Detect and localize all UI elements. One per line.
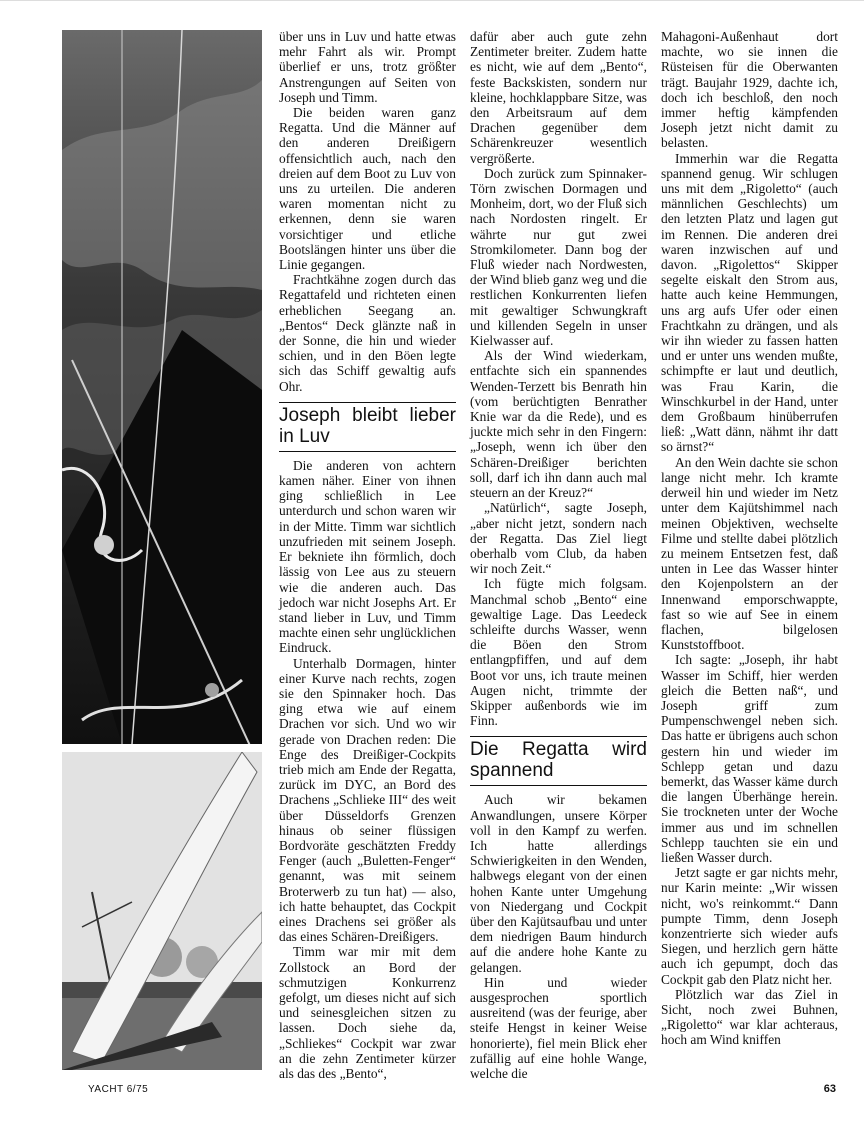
section-heading-box	[470, 736, 647, 786]
paragraph: über uns in Luv und hatte etwas mehr Fahrt als wir. Prompt überlief er uns, trotz größter Anstrengungen auf Seiten von Joseph und Timm.	[279, 29, 456, 105]
paragraph: Frachtkähne zogen durch das Regattafeld und richteten einen erheblichen Seegang an. „Bentos“ Deck glänzte naß in der Sonne, die hin und wieder schien, und in den Böen legte sich das Schiff gewaltig aufs Ohr.	[279, 272, 456, 394]
section-heading: Joseph bleibt lieber in Luv	[279, 404, 456, 447]
paragraph: Als der Wind wiederkam, entfachte sich ein spannendes Wenden-Terzett bis Benrath hin (vom berüchtigten Benrather Knie war da die Rede), und es juckte mich sehr in den Fingern: „Joseph, wenn ich über den Schären-Dreißiger berichten soll, darf ich ihn dann auch mal steuern an der Kreuz?“	[470, 348, 647, 501]
dragon-boats-sailing-drawing	[62, 752, 262, 1070]
paragraph: Die beiden waren ganz Regatta. Und die Männer auf den anderen Dreißigern offensichtlich auch, nach den dreien auf dem Boot zu Luv von uns zu urteilen. Die anderen waren momentan nicht zu erkennen, denn sie waren vorsichtiger und etliche Bootslängen hinter uns über die Linie gegangen.	[279, 105, 456, 273]
paragraph: Plötzlich war das Ziel in Sicht, noch zwei Buhnen, „Rigoletto“ war klar achteraus, hoch am Wind kniffen	[661, 986, 838, 1048]
dragon-boats-sailing-photo	[62, 752, 262, 1070]
paragraph: Jetzt sagte er gar nichts mehr, nur Karin meinte: „Wir wissen nicht, wo's reinkommt.“ Dann pumpte Timm, denn Joseph konzentrierte sich wieder aufs Siegen, und herzlich gern hätte auch ich gepumpt, doch das Cockpit gab den Platz nicht her.	[661, 865, 838, 987]
paragraph: Ich fügte mich folgsam. Manchmal schob „Bento“ eine gewaltige Lage. Das Leedeck schleifte durchs Wasser, wenn die Böen den Strom entlangpfiffen, und auf dem Boot vor uns, ich traute meinen Augen nicht, trimmte der Skipper außenbords wie im Finn.	[470, 576, 647, 729]
sailboat-deck-photo-drawing	[62, 30, 262, 744]
paragraph: Immerhin war die Regatta spannend genug. Wir schlugen uns mit dem „Rigoletto“ (auch männlichen Geschlechts) um den letzten Platz und lagen gut im Rennen. Die anderen drei waren inzwischen auf und davon. „Rigolettos“ Skipper segelte eiskalt den Strom aus, hatte auch keine Hemmungen, uns arg aufs Ufer oder einen Frachtkahn zu drängen, und als wir ihn wieder zu fassen hatten und er unter uns wenden mußte, schimpfte er laut und deutlich, was Frau Karin, die Winschkurbel in der Hand, unter dem Großbaum hinüberrufen ließ: „Watt dänn, nähmt ihr datt so ärnst?“	[661, 150, 838, 455]
magazine-issue-label: YACHT 6/75	[88, 1084, 149, 1095]
paragraph: Ich sagte: „Joseph, ihr habt Wasser im Schiff, hier werden gleich die Betten naß“, und Joseph griff zum Pumpenschwengel neben sich. Das hatte er übrigens auch schon gestern hin und wieder im Schlepp getan und dazu bemerkt, das Wasser käme durch die langen Überhänge herein. Sie trockneten unter der Woche immer aus und im schnellen Schlepp tauchten sie ein und ließen Wasser durch.	[661, 652, 838, 865]
paragraph: Doch zurück zum Spinnaker-Törn zwischen Dormagen und Monheim, dort, wo der Fluß sich nach Nordosten ringelt. Er währte nur gut zwei Stromkilometer. Dann bog der Fluß wieder nach Nordwesten, der Wind blieb ganz weg und die restlichen Konkurrenten liefen mit gewaltiger Schwungkraft und killenden Segeln in unser Kielwasser auf.	[470, 165, 647, 349]
paragraph: Hin und wieder ausgesprochen sportlich ausreitend (was der feurige, aber steife Hengst in keiner Weise honorierte), fiel mein Blick eher zufällig auf eine hohle Wange, welche die	[470, 974, 647, 1081]
paragraph: Mahagoni-Außenhaut dort machte, wo sie innen die Rüsteisen für die Oberwanten trägt. Baujahr 1929, dachte ich, doch ich beschloß, den noch immer heftig kämpfenden Joseph jetzt nicht damit zu belasten.	[661, 29, 838, 151]
paragraph: Auch wir bekamen Anwandlungen, unsere Körper voll in den Kampf zu werfen. Ich hatte allerdings Schwierigkeiten in den Wenden, halbwegs elegant von der einen hohen Kante unter Umgehung von Niedergang und Cockpit über den Kajütsaufbau und unter dem niedrigen Baum hindurch auf die andere hohe Kante zu gelangen.	[470, 792, 647, 975]
paragraph: Unterhalb Dormagen, hinter einer Kurve nach rechts, zogen sie den Spinnaker hoch. Das ging etwa wie auf einem Drachen vor sich. Und wo wir gerade von Drachen reden: Die Enge des Dreißiger-Cockpits trieb mich am Ende der Regatta, zurück im DYC, an Bord des Drachens „Schlieke III“ des weit über Düsseldorfs Grenzen hinaus ob seiner flüssigen Bordvoräte geschätzten Freddy Fenger (auch „Buletten-Fenger“ genannt, was mit seinem Broterwerb zu tun hat) — also, ich hatte behauptet, das Cockpit eines Drachens sei größer als das eines Schären-Dreißigers.	[279, 655, 456, 945]
paragraph: Timm war mir mit dem Zollstock an Bord der schmutzigen Konkurrenz gefolgt, um dieses nicht auf sich und seinesgleichen sitzen zu lassen. Doch siehe da, „Schliekes“ Cockpit war zwar an die zehn Zentimeter kürzer als das des „Bento“,	[279, 944, 456, 1081]
section-heading-box	[279, 402, 456, 452]
paragraph: An den Wein dachte sie schon lange nicht mehr. Ich kramte derweil hin und wieder im Netz unter dem Kajütshimmel nach meinen Objektiven, wechselte Filme und stellte dabei plötzlich zu meinem Entsetzen fest, daß unten in Lee das Wasser hinter den Kojenpolstern an der Innenwand emporschwappte, fast so wie auf See in einem flachen, bilgelosen Kunststoffboot.	[661, 454, 838, 653]
page-number: 63	[823, 1083, 836, 1095]
paragraph: dafür aber auch gute zehn Zentimeter breiter. Zudem hatte es nicht, wie auf dem „Bento“, feste Backskisten, sondern nur kleine, hochklappbare Sitze, was den Arbeitsraum auf dem Drachen gegenüber dem Schärenkreuzer wesentlich vergrößerte.	[470, 29, 647, 166]
section-heading: Die Regatta wird spannend	[470, 739, 647, 782]
article-column-1	[279, 29, 456, 1081]
sailboat-deck-photo	[62, 30, 262, 744]
paragraph: Die anderen von achtern kamen näher. Einer von ihnen ging schließlich in Lee unterdurch und schon waren wir in der Mitte. Timm war sichtlich unzufrieden mit seinem Joseph. Er bekniete ihn förmlich, doch lässig von Lee aus zu steuern wie die anderen auch. Das jedoch war nicht Josephs Art. Er stand lieber in Luv, und Timm machte einen sehr unglücklichen Eindruck.	[279, 457, 456, 656]
article-column-3	[661, 29, 838, 1048]
article-column-2	[470, 29, 647, 1081]
paragraph: „Natürlich“, sagte Joseph, „aber nicht jetzt, sondern nach der Regatta. Das Ziel liegt oberhalb vom Club, da haben wir noch Zeit.“	[470, 500, 647, 577]
